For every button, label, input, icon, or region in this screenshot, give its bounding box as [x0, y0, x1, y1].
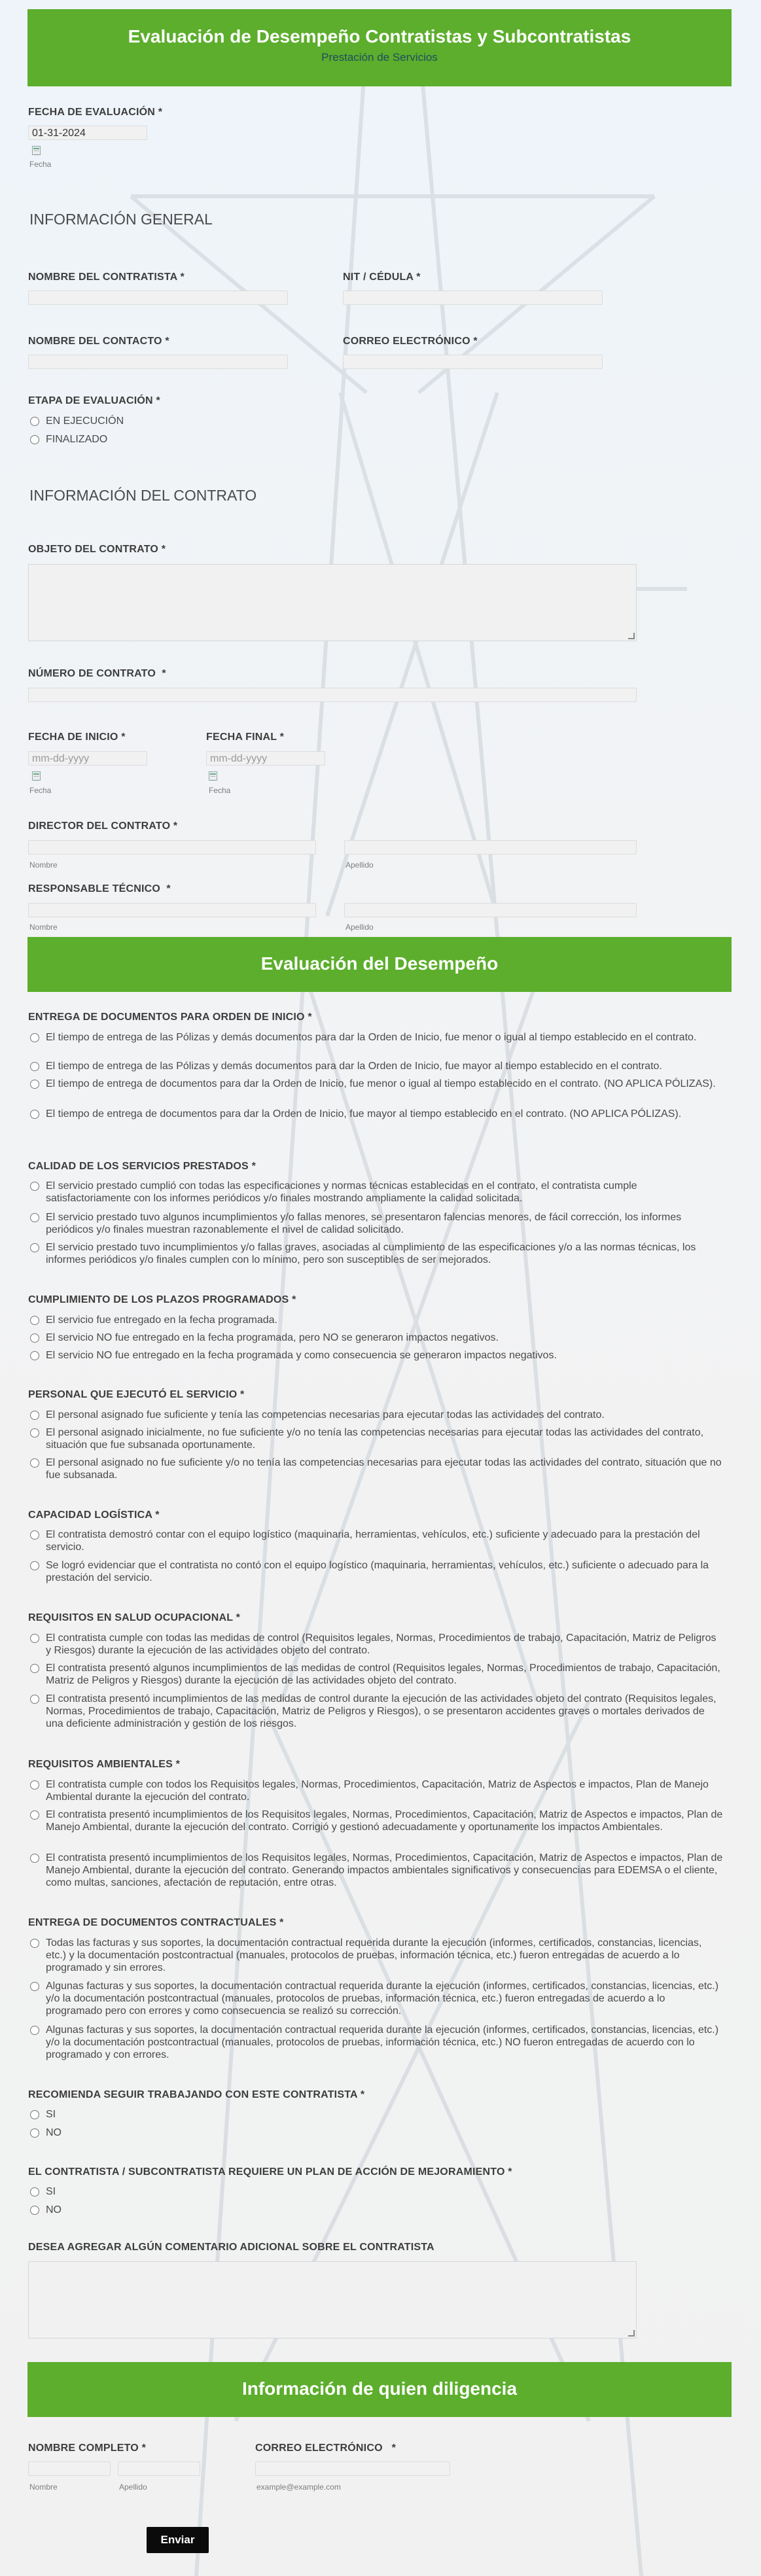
nit-label: NIT / CÉDULA * [343, 272, 421, 283]
form-title: Evaluación de Desempeño Contratistas y Subcontratistas [128, 26, 631, 46]
responsable-nombre-sublabel: Nombre [29, 923, 58, 932]
fecha-final-input[interactable]: mm-dd-yyyy [206, 751, 325, 766]
fecha-sublabel: Fecha [29, 160, 52, 169]
fecha-inicio-input[interactable]: mm-dd-yyyy [28, 751, 147, 766]
numero-contrato-label: NÚMERO DE CONTRATO * [28, 668, 166, 679]
question-label: ENTREGA DE DOCUMENTOS PARA ORDEN DE INICIO * [28, 1012, 312, 1023]
radio-button[interactable] [30, 2128, 39, 2138]
section-diligencia-banner [27, 2362, 732, 2417]
radio-button[interactable] [30, 1062, 39, 1071]
apellido-sublabel: Apellido [119, 2482, 147, 2492]
nombre-completo-label: NOMBRE COMPLETO * [28, 2443, 147, 2454]
radio-button[interactable] [30, 1561, 39, 1570]
radio-button[interactable] [30, 1351, 39, 1360]
radio-button[interactable] [30, 1810, 39, 1820]
radio-button[interactable] [30, 1780, 39, 1790]
answer-option[interactable]: Algunas facturas y sus soportes, la documentación contractual requerida durante la ejecución (informes, certificados, constancias, licencias, etc.) y/o la documentación postcontractual (manuales, protocolos de pruebas, información técnica, etc.) fueron entregadas de acuerdo a lo programado pero con errores y como consecuencia se realizó su corrección. [30, 1980, 724, 2017]
radio-button[interactable] [30, 1634, 39, 1643]
objeto-label: OBJETO DEL CONTRATO * [28, 544, 166, 555]
evaluacion-title: Evaluación del Desempeño [260, 953, 499, 974]
fecha-final-label: FECHA FINAL * [206, 732, 285, 743]
answer-option[interactable]: El contratista demostró contar con el equipo logístico (maquinaria, herramientas, vehículos, etc.) suficiente y adecuado para la prestación del servicio. [30, 1528, 724, 1553]
responsable-label: RESPONSABLE TÉCNICO * [28, 883, 171, 894]
radio-button[interactable] [30, 435, 39, 444]
nombre-contacto-label: NOMBRE DEL CONTACTO * [28, 336, 169, 347]
answer-option[interactable]: El servicio prestado tuvo algunos incumplimientos y/o fallas menores, se presentaron falencias menores, de fácil corrección, los informes periódicos y/o finales muestran razonablemente el nivel de calidad solicitado. [30, 1211, 724, 1236]
answer-option[interactable]: El servicio fue entregado en la fecha programada. [30, 1314, 724, 1326]
correo-input[interactable] [343, 355, 603, 369]
answer-option[interactable]: El servicio NO fue entregado en la fecha programada, pero NO se generaron impactos negativos. [30, 1332, 724, 1344]
fecha-evaluacion-label: FECHA DE EVALUACIÓN * [28, 107, 163, 118]
answer-option[interactable]: El servicio prestado cumplió con todas las especificaciones y normas técnicas establecidas en el contrato, el contratista cumple satisfactoriamente con los informes periódicos y/o finales mostrando ampliamente la calidad solicitada. [30, 1180, 724, 1205]
radio-button[interactable] [30, 417, 39, 426]
responsable-apellido-input[interactable] [344, 903, 637, 917]
radio-button[interactable] [30, 2187, 39, 2197]
radio-button[interactable] [30, 1695, 39, 1704]
question-label: ENTREGA DE DOCUMENTOS CONTRACTUALES * [28, 1917, 284, 1928]
responsable-nombre-input[interactable] [28, 903, 316, 917]
fecha-final-sublabel: Fecha [209, 786, 231, 795]
answer-option[interactable]: El tiempo de entrega de las Pólizas y demás documentos para dar la Orden de Inicio, fue menor o igual al tiempo establecido en el contrato. [30, 1031, 724, 1044]
section-evaluacion-banner [27, 937, 732, 992]
correo-diligencia-label: CORREO ELECTRÓNICO * [255, 2443, 397, 2454]
calendar-icon[interactable] [32, 771, 41, 781]
answer-option[interactable]: El contratista cumple con todas las medidas de control (Requisitos legales, Normas, Procedimientos de trabajo, Capacitación, Matriz de Peligros y Riesgos) durante la ejecución de las actividades objeto del contrato. [30, 1632, 724, 1657]
numero-contrato-input[interactable] [28, 688, 637, 702]
fecha-evaluacion-input[interactable]: 01-31-2024 [28, 126, 147, 140]
question-label: CUMPLIMIENTO DE LOS PLAZOS PROGRAMADOS * [28, 1294, 296, 1305]
diligencia-title: Información de quien diligencia [241, 2378, 518, 2399]
correo-diligencia-input[interactable] [255, 2461, 450, 2476]
radio-button[interactable] [30, 1213, 39, 1222]
question-label: REQUISITOS AMBIENTALES * [28, 1759, 181, 1770]
answer-option[interactable]: El personal asignado fue suficiente y tenía las competencias necesarias para ejecutar todas las actividades del contrato. [30, 1409, 724, 1421]
etapa-option[interactable]: FINALIZADO [30, 433, 724, 446]
form-subtitle: Prestación de Servicios [321, 51, 438, 63]
responsable-apellido-sublabel: Apellido [345, 923, 374, 932]
form-header [27, 9, 732, 86]
nit-input[interactable] [343, 291, 603, 305]
radio-button[interactable] [30, 1664, 39, 1673]
question-label: REQUISITOS EN SALUD OCUPACIONAL * [28, 1612, 240, 1623]
section-informacion-general: INFORMACIÓN GENERAL [29, 211, 213, 228]
answer-option[interactable]: NO [30, 2126, 724, 2139]
question-label: PERSONAL QUE EJECUTÓ EL SERVICIO * [28, 1389, 245, 1400]
answer-option[interactable]: Algunas facturas y sus soportes, la documentación contractual requerida durante la ejecución (informes, certificados, constancias, licencias, etc.) y/o la documentación postcontractual (manuales, protocolos de pruebas, información técnica, etc.) NO fueron entregadas de acuerdo con lo programado y con errores. [30, 2024, 724, 2061]
correo-label: CORREO ELECTRÓNICO * [343, 336, 478, 347]
objeto-textarea[interactable] [28, 564, 637, 641]
calendar-icon[interactable] [32, 146, 41, 155]
radio-button[interactable] [30, 2110, 39, 2119]
answer-option[interactable]: SI [30, 2108, 724, 2121]
nombre-contratista-input[interactable] [28, 291, 288, 305]
answer-option[interactable]: El personal asignado no fue suficiente y/o no tenía las competencias necesarias para ejecutar todas las actividades del contrato, situación que no fue subsanada. [30, 1456, 724, 1481]
director-apellido-sublabel: Apellido [345, 860, 374, 870]
radio-button[interactable] [30, 1530, 39, 1540]
submit-button[interactable]: Enviar [147, 2527, 209, 2553]
answer-option[interactable]: El contratista presentó algunos incumplimientos de las medidas de control (Requisitos legales, Normas, Procedimientos de trabajo, Capacitación, Matriz de Peligros y Riesgos) durante la ejecución de las actividades objeto del contrato. [30, 1662, 724, 1687]
answer-option[interactable]: NO [30, 2204, 724, 2216]
director-apellido-input[interactable] [344, 840, 637, 855]
etapa-option[interactable]: EN EJECUCIÓN [30, 415, 724, 427]
answer-option[interactable]: El tiempo de entrega de documentos para dar la Orden de Inicio, fue mayor al tiempo establecido en el contrato. (NO APLICA PÓLIZAS). [30, 1108, 724, 1120]
answer-option[interactable]: El contratista presentó incumplimientos de las medidas de control durante la ejecución de las actividades objeto del contrato (Requisitos legales, Normas, Procedimientos de trabajo, Capacitación, Matriz de Peligros y Riesgos), o se presentaron accidentes graves o mortales derivados de una deficiente administración y gestión de los riesgos. [30, 1693, 724, 1730]
question-label: CAPACIDAD LOGÍSTICA * [28, 1509, 160, 1521]
fecha-inicio-sublabel: Fecha [29, 786, 52, 795]
radio-button[interactable] [30, 1411, 39, 1420]
radio-button[interactable] [30, 2026, 39, 2035]
radio-button[interactable] [30, 1428, 39, 1438]
fecha-inicio-label: FECHA DE INICIO * [28, 732, 126, 743]
answer-option[interactable]: El tiempo de entrega de documentos para dar la Orden de Inicio, fue menor o igual al tiempo establecido en el contrato. (NO APLICA PÓLIZAS). [30, 1078, 724, 1090]
director-nombre-sublabel: Nombre [29, 860, 58, 870]
answer-option[interactable]: El servicio NO fue entregado en la fecha programada y como consecuencia se generaron impactos negativos. [30, 1349, 724, 1362]
nombre-contacto-input[interactable] [28, 355, 288, 369]
radio-button[interactable] [30, 1182, 39, 1191]
correo-sublabel: example@example.com [257, 2482, 341, 2492]
director-label: DIRECTOR DEL CONTRATO * [28, 820, 178, 832]
comentario-textarea[interactable] [28, 2261, 637, 2338]
answer-option[interactable]: El contratista presentó incumplimientos de los Requisitos legales, Normas, Procedimientos, Capacitación, Matriz de Aspectos e impactos, Plan de Manejo Ambiental, durante la ejecución del contrato. Corrigió y gestionó adecuadamente y oportunamente los impactos Ambientales. [30, 1808, 724, 1833]
radio-button[interactable] [30, 1316, 39, 1325]
nombre-contratista-label: NOMBRE DEL CONTRATISTA * [28, 272, 185, 283]
answer-option[interactable]: Se logró evidenciar que el contratista no contó con el equipo logístico (maquinaria, herramientas, vehículos, etc.) suficiente o adecuado para la prestación del servicio. [30, 1559, 724, 1584]
calendar-icon[interactable] [209, 771, 217, 781]
answer-option[interactable]: El tiempo de entrega de las Pólizas y demás documentos para dar la Orden de Inicio, fue mayor al tiempo establecido en el contrato. [30, 1060, 724, 1072]
apellido-input[interactable] [118, 2461, 200, 2476]
question-label: RECOMIENDA SEGUIR TRABAJANDO CON ESTE CONTRATISTA * [28, 2089, 365, 2100]
radio-button[interactable] [30, 1939, 39, 1948]
answer-option[interactable]: SI [30, 2185, 724, 2198]
section-informacion-contrato: INFORMACIÓN DEL CONTRATO [29, 487, 257, 504]
nombre-sublabel: Nombre [29, 2482, 58, 2492]
answer-option[interactable]: El contratista presentó incumplimientos de los Requisitos legales, Normas, Procedimientos, Capacitación, Matriz de Aspectos e impactos, Plan de Manejo Ambiental, durante la ejecución del contrato. Generando impactos ambientales significativos y consecuencias para EDEMSA o el cliente, como multas, sanciones, afectación de reputación, entre otras. [30, 1852, 724, 1889]
radio-button[interactable] [30, 2206, 39, 2215]
nombre-input[interactable] [28, 2461, 111, 2476]
radio-button[interactable] [30, 1458, 39, 1468]
question-label: EL CONTRATISTA / SUBCONTRATISTA REQUIERE UN PLAN DE ACCIÓN DE MEJORAMIENTO * [28, 2166, 512, 2178]
comentario-label: DESEA AGREGAR ALGÚN COMENTARIO ADICIONAL SOBRE EL CONTRATISTA [28, 2242, 434, 2253]
question-label: CALIDAD DE LOS SERVICIOS PRESTADOS * [28, 1161, 257, 1172]
radio-button[interactable] [30, 1982, 39, 1991]
radio-button[interactable] [30, 1080, 39, 1089]
director-nombre-input[interactable] [28, 840, 316, 855]
answer-option[interactable]: El personal asignado inicialmente, no fue suficiente y/o no tenía las competencias necesarias para ejecutar todas las actividades del contrato, situación que fue subsanada oportunamente. [30, 1426, 724, 1451]
radio-button[interactable] [30, 1854, 39, 1863]
radio-button[interactable] [30, 1333, 39, 1343]
answer-option[interactable]: El contratista cumple con todos los Requisitos legales, Normas, Procedimientos, Capacitación, Matriz de Aspectos e impactos, Plan de Manejo Ambiental durante la ejecución del contrato. [30, 1778, 724, 1803]
etapa-label: ETAPA DE EVALUACIÓN * [28, 395, 160, 406]
radio-button[interactable] [30, 1110, 39, 1119]
radio-button[interactable] [30, 1243, 39, 1252]
answer-option[interactable]: Todas las facturas y sus soportes, la documentación contractual requerida durante la ejecución (informes, certificados, constancias, licencias, etc.) y la documentación postcontractual (manuales, protocolos de pruebas, información técnica, etc.) fueron entregadas de acuerdo a lo programado y sin errores. [30, 1937, 724, 1974]
radio-button[interactable] [30, 1033, 39, 1042]
answer-option[interactable]: El servicio prestado tuvo incumplimientos y/o fallas graves, asociadas al cumplimiento de las especificaciones y/o a las normas técnicas, los informes periódicos y/o finales cumplen con lo mínimo, pero son susceptibles de ser mejorados. [30, 1241, 724, 1266]
